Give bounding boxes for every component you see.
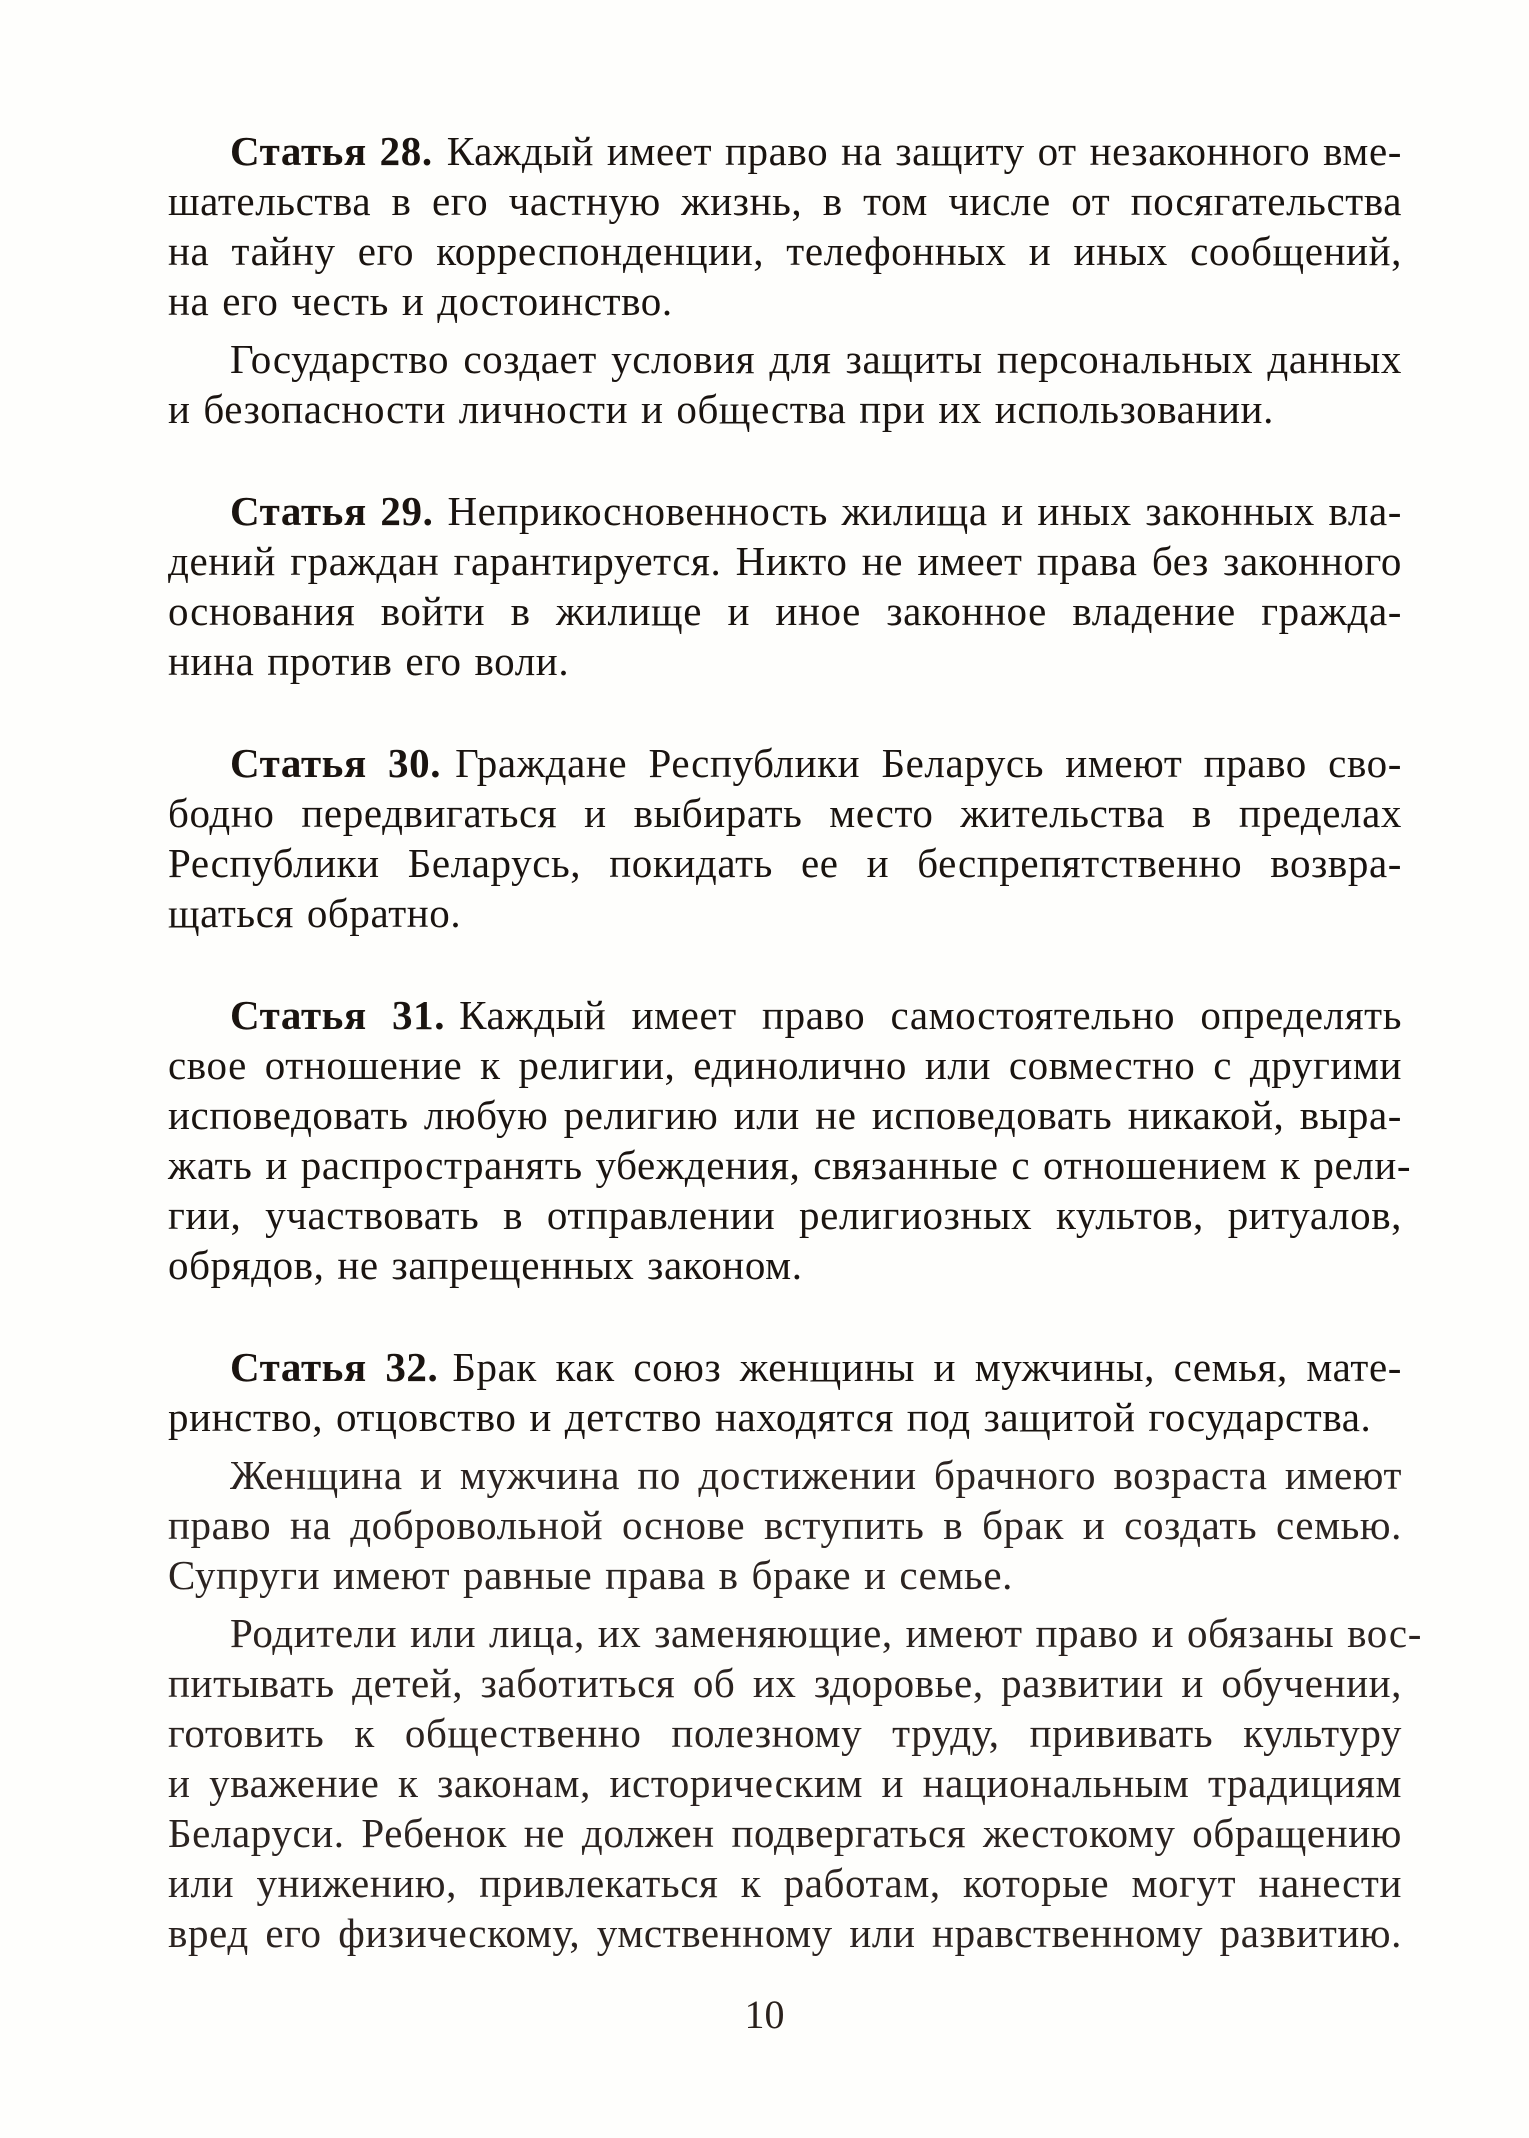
text-line: Родители или лица, их заменяющие, имеют право и обязаны вос- (230, 1610, 1422, 1656)
text-line: исповедовать любую религию или не исповедовать никакой, выра- (168, 1092, 1402, 1138)
paragraph (168, 334, 1402, 434)
text-line: право на добровольной основе вступить в брак и создать семью. (168, 1502, 1402, 1548)
text-line: свое отношение к религии, единолично или совместно с другими (168, 1042, 1402, 1088)
article-28 (168, 126, 1402, 434)
article-32 (168, 1342, 1422, 1958)
text-line: гии, участвовать в отправлении религиозных культов, ритуалов, (168, 1192, 1402, 1238)
page-number: 10 (744, 1992, 785, 2037)
article-30 (168, 738, 1402, 938)
text-line: вред его физическому, умственному или нравственному развитию. (168, 1910, 1402, 1956)
text-line: на тайну его корреспонденции, телефонных и иных сообщений, (168, 228, 1402, 274)
text-line: Статья 31. Каждый имеет право самостоятельно определять (230, 992, 1402, 1038)
text-column (168, 126, 1422, 1958)
article-label: Статья 32. (230, 1344, 439, 1390)
text-line: обрядов, не запрещенных законом. (168, 1242, 803, 1288)
text-line: жать и распространять убеждения, связанные с отношением к рели- (168, 1142, 1412, 1188)
text-line: и уважение к законам, историческим и национальным традициям (168, 1760, 1402, 1806)
article-label: Статья 29. (230, 488, 434, 534)
paragraph (168, 990, 1412, 1290)
text-line: Статья 30. Граждане Республики Беларусь имеют право сво- (230, 740, 1402, 786)
article-label: Статья 30. (230, 740, 442, 786)
text-line: Супруги имеют равные права в браке и семье. (168, 1552, 1013, 1598)
text-line: Статья 28. Каждый имеет право на защиту от незаконного вме- (230, 128, 1402, 174)
text-line: питывать детей, заботиться об их здоровье, развитии и обучении, (168, 1660, 1402, 1706)
article-label: Статья 28. (230, 128, 433, 174)
paragraph (168, 1450, 1402, 1600)
paragraph (168, 486, 1402, 686)
text-line: Государство создает условия для защиты персональных данных (230, 336, 1402, 382)
text-line: дений граждан гарантируется. Никто не имеет права без законного (168, 538, 1402, 584)
text-line: готовить к общественно полезному труду, прививать культуру (168, 1710, 1402, 1756)
text-line: и безопасности личности и общества при их использовании. (168, 386, 1274, 432)
text-line: бодно передвигаться и выбирать место жительства в пределах (168, 790, 1402, 836)
text-line: Статья 32. Брак как союз женщины и мужчины, семья, мате- (230, 1344, 1402, 1390)
paragraph (168, 126, 1402, 326)
paragraph (168, 738, 1402, 938)
text-line: щаться обратно. (168, 890, 462, 936)
text-line: или унижению, привлекаться к работам, которые могут нанести (168, 1860, 1402, 1906)
paragraph (168, 1608, 1422, 1958)
text-line: основания войти в жилище и иное законное владение гражда- (168, 588, 1402, 634)
text-line: Статья 29. Неприкосновенность жилища и иных законных вла- (230, 488, 1403, 534)
text-line: на его честь и достоинство. (168, 278, 673, 324)
article-29 (168, 486, 1402, 686)
article-31 (168, 990, 1412, 1290)
text-line: ринство, отцовство и детство находятся под защитой государства. (168, 1394, 1372, 1440)
text-line: Республики Беларусь, покидать ее и беспрепятственно возвра- (168, 840, 1402, 886)
text-line: нина против его воли. (168, 638, 570, 684)
paragraph (168, 1342, 1402, 1442)
text-line: Беларуси. Ребенок не должен подвергаться жестокому обращению (168, 1810, 1402, 1856)
text-line: шательства в его частную жизнь, в том числе от посягательства (168, 178, 1402, 224)
text-line: Женщина и мужчина по достижении брачного возраста имеют (230, 1452, 1402, 1498)
article-label: Статья 31. (230, 992, 446, 1038)
